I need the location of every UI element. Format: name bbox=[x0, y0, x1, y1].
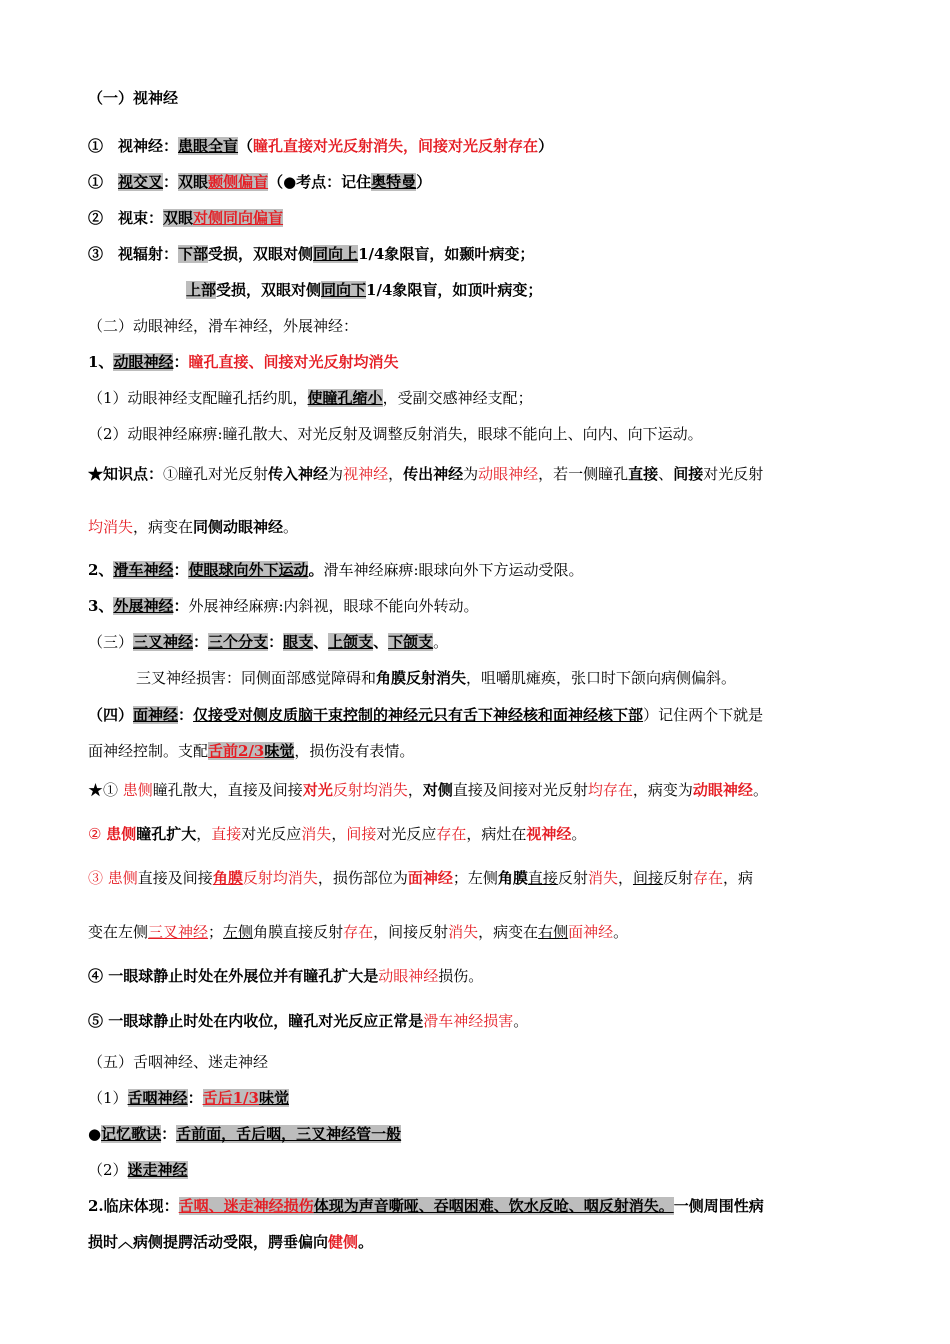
line-abducens bbox=[88, 596, 479, 616]
text: （●考点：记住 bbox=[268, 173, 372, 191]
text: 左侧 bbox=[223, 923, 254, 941]
line-vagus bbox=[88, 1160, 188, 1180]
text: ） bbox=[416, 173, 432, 191]
text: 反射 bbox=[662, 869, 693, 887]
text: （2） bbox=[88, 1161, 128, 1179]
text: 。 bbox=[358, 1233, 374, 1251]
highlight-text: 患眼全盲 bbox=[178, 137, 239, 155]
text: ： bbox=[163, 173, 179, 191]
text: 2、 bbox=[88, 561, 114, 579]
text: 瞳孔扩大 bbox=[136, 825, 197, 843]
highlight-text: 眼支 bbox=[283, 633, 314, 651]
red-text: 存在 bbox=[436, 825, 467, 843]
text: 仅接受对侧皮质脑干束控制的神经元只有舌下神经核和面神经核下部 bbox=[193, 706, 644, 724]
highlight-text: 上颌支 bbox=[328, 633, 374, 651]
red-text: 均存在 bbox=[587, 781, 633, 799]
red-text: ③ bbox=[88, 869, 108, 887]
text: 。 bbox=[571, 825, 587, 843]
red-text: 视神经 bbox=[343, 465, 389, 483]
text: ② 视束： bbox=[88, 209, 164, 227]
line-oculomotor-2 bbox=[88, 424, 703, 444]
text: （三） bbox=[88, 633, 134, 651]
highlight-text: 外展神经 bbox=[113, 597, 174, 615]
line-clinical bbox=[88, 1196, 764, 1216]
text: ● bbox=[88, 1125, 102, 1143]
text: 间接 bbox=[632, 869, 663, 887]
text: 传入神经 bbox=[268, 465, 329, 483]
text: 角膜直接反射 bbox=[253, 923, 344, 941]
text: （ bbox=[238, 137, 254, 155]
red-text: 间接 bbox=[346, 825, 377, 843]
red-text: 三叉神经 bbox=[148, 923, 209, 941]
text: ⑤ 一眼球静止时处在内收位，瞳孔对光反应正常是 bbox=[88, 1012, 424, 1030]
highlight-text: 记忆歌诀 bbox=[101, 1125, 162, 1143]
text: ① bbox=[88, 173, 119, 191]
red-text: 动眼神经 bbox=[378, 967, 439, 985]
highlight-text: 视交叉 bbox=[118, 173, 164, 191]
line-clinical-cont bbox=[88, 1232, 373, 1252]
line-trigeminal bbox=[88, 632, 448, 652]
highlight-text: 奥特曼 bbox=[371, 173, 417, 191]
highlight-text: 同向下 bbox=[321, 281, 367, 299]
red-text: 面神经 bbox=[568, 923, 614, 941]
highlight-text: 味觉 bbox=[264, 742, 295, 760]
red-text: 消失 bbox=[301, 825, 332, 843]
text: 病侧提腭活动受限，腭垂偏向 bbox=[133, 1233, 329, 1251]
text: 直接及间接对光反射 bbox=[452, 781, 588, 799]
highlight-text: 使瞳孔缩小 bbox=[307, 389, 383, 407]
highlight-text: 上部 bbox=[186, 281, 217, 299]
section-2-heading bbox=[88, 316, 358, 336]
text: ， bbox=[331, 825, 347, 843]
text: 角膜反射消失 bbox=[376, 669, 467, 687]
red-text: 消失 bbox=[448, 923, 479, 941]
highlight-text: 双眼 bbox=[163, 209, 194, 227]
text: ，间接反射 bbox=[373, 923, 449, 941]
line-facial-cont bbox=[88, 741, 414, 761]
red-text: 均消失 bbox=[88, 518, 134, 536]
text: （1） bbox=[88, 1089, 128, 1107]
text: 对侧 bbox=[422, 781, 453, 799]
text: （1）动眼神经支配瞳孔括约肌， bbox=[88, 389, 308, 407]
text: （一）视神经 bbox=[88, 89, 179, 107]
text: 1、 bbox=[88, 353, 114, 371]
line-trigeminal-damage bbox=[136, 668, 736, 688]
line-point-2 bbox=[88, 824, 586, 844]
text: ，受副交感神经支配； bbox=[382, 389, 533, 407]
text: 1/4象限盲，如颞叶病变； bbox=[358, 245, 535, 263]
text: ： bbox=[173, 597, 189, 615]
highlight-text: 同向上 bbox=[313, 245, 359, 263]
red-text: 存在 bbox=[693, 869, 724, 887]
text: 对光反射 bbox=[703, 465, 764, 483]
line-point-3 bbox=[88, 868, 753, 888]
text: ： bbox=[173, 353, 189, 371]
red-text: 消失 bbox=[587, 869, 618, 887]
line-optic-nerve bbox=[88, 136, 553, 156]
text: ，病变在 bbox=[478, 923, 539, 941]
text: 三叉神经损害：同侧面部感觉障碍和 bbox=[136, 669, 377, 687]
red-highlight-text: 舌咽、迷走神经损伤 bbox=[178, 1197, 314, 1215]
text: ） bbox=[538, 137, 554, 155]
text: 2.临床体现： bbox=[88, 1197, 179, 1215]
highlight-text: 三叉神经 bbox=[133, 633, 194, 651]
highlight-text: 舌前面，舌后咽，三叉神经管一般 bbox=[176, 1125, 402, 1143]
text: 反射 bbox=[557, 869, 588, 887]
text: 。 bbox=[283, 518, 299, 536]
line-optic-tract bbox=[88, 208, 283, 228]
text: ，若一侧瞳孔 bbox=[538, 465, 629, 483]
red-text: 面神经 bbox=[407, 869, 453, 887]
text: 。 bbox=[308, 561, 324, 579]
red-highlight-text: 舌后1/3 bbox=[202, 1089, 259, 1107]
highlight-text: 体现为声音嘶哑、吞咽困难、饮水反呛、咽反射消失。 bbox=[313, 1197, 674, 1215]
section-1-heading bbox=[88, 88, 178, 108]
text: 瞳孔散大，直接及间接 bbox=[152, 781, 303, 799]
highlight-text: 味觉 bbox=[258, 1089, 289, 1107]
text: 受损，双眼对侧 bbox=[216, 281, 322, 299]
highlight-text: 动眼神经 bbox=[113, 353, 174, 371]
red-text: 角膜 bbox=[212, 869, 243, 887]
red-text: 患侧 bbox=[107, 869, 138, 887]
red-highlight-text: 颞侧偏盲 bbox=[208, 173, 269, 191]
red-text: 直接 bbox=[211, 825, 242, 843]
text: 直接及间接 bbox=[137, 869, 213, 887]
highlight-text: 滑车神经 bbox=[113, 561, 174, 579]
highlight-text: 面神经 bbox=[133, 706, 179, 724]
line-point-4 bbox=[88, 966, 483, 986]
line-facial bbox=[88, 705, 763, 725]
text: 同侧动眼神经 bbox=[193, 518, 284, 536]
text: 滑车神经麻痹:眼球向外下方运动受限。 bbox=[323, 561, 584, 579]
text: 受损，双眼对侧 bbox=[208, 245, 314, 263]
text: （四） bbox=[88, 706, 134, 724]
line-point-3-cont bbox=[88, 922, 628, 942]
text: 对光反应 bbox=[376, 825, 437, 843]
text: 一侧周围性病 bbox=[673, 1197, 764, 1215]
red-text: 患侧 bbox=[106, 825, 137, 843]
text: 间接 bbox=[673, 465, 704, 483]
text: 损伤。 bbox=[438, 967, 484, 985]
text: 变在左侧 bbox=[88, 923, 149, 941]
text: ，损伤没有表情。 bbox=[294, 742, 415, 760]
text: ： bbox=[178, 706, 194, 724]
red-text: ② bbox=[88, 825, 107, 843]
highlight-text: 下部 bbox=[178, 245, 209, 263]
text: ， bbox=[388, 465, 404, 483]
text: 角膜 bbox=[497, 869, 528, 887]
text: ， bbox=[407, 781, 423, 799]
text: 传出神经 bbox=[403, 465, 464, 483]
text: ： bbox=[193, 633, 209, 651]
red-text: 对光 bbox=[302, 781, 333, 799]
line-knowledge-point-cont bbox=[88, 517, 298, 537]
text: ： bbox=[161, 1125, 177, 1143]
text: ①瞳孔对光反射 bbox=[163, 465, 269, 483]
text: ③ 视辐射： bbox=[88, 245, 179, 263]
line-optic-radiation-upper bbox=[186, 280, 542, 300]
red-text: 瞳孔直接、间接对光反射均消失 bbox=[188, 353, 399, 371]
text: 。 bbox=[752, 781, 768, 799]
text: ，病变在 bbox=[133, 518, 194, 536]
line-point-5 bbox=[88, 1011, 528, 1031]
section-5-heading bbox=[88, 1052, 268, 1072]
text: ④ 一眼球静止时处在外展位并有瞳孔扩大是 bbox=[88, 967, 379, 985]
red-highlight-text: 舌前2/3 bbox=[208, 742, 265, 760]
highlight-text: 双眼 bbox=[178, 173, 209, 191]
red-text: 动眼神经 bbox=[478, 465, 539, 483]
text: 右侧 bbox=[538, 923, 569, 941]
line-point-1 bbox=[88, 780, 768, 800]
line-knowledge-point bbox=[88, 464, 763, 484]
text: （五）舌咽神经、迷走神经 bbox=[88, 1053, 269, 1071]
text: 、 bbox=[313, 633, 329, 651]
text: 3、 bbox=[88, 597, 114, 615]
text: 为 bbox=[328, 465, 344, 483]
text: ： bbox=[187, 1089, 203, 1107]
text: ： bbox=[173, 561, 189, 579]
text: 损时 bbox=[88, 1233, 119, 1251]
text: ① 视神经： bbox=[88, 137, 179, 155]
text: 对光反应 bbox=[241, 825, 302, 843]
highlight-text: 舌咽神经 bbox=[127, 1089, 188, 1107]
red-text: 健侧 bbox=[328, 1233, 359, 1251]
text: ： bbox=[268, 633, 284, 651]
red-text: 动眼神经 bbox=[692, 781, 753, 799]
text: ，病 bbox=[723, 869, 754, 887]
text: 直接 bbox=[527, 869, 558, 887]
text: ， bbox=[617, 869, 633, 887]
text: 。 bbox=[513, 1012, 529, 1030]
text: ）记住两个下就是 bbox=[643, 706, 764, 724]
text: 、 bbox=[658, 465, 674, 483]
text: （二）动眼神经，滑车神经，外展神经： bbox=[88, 317, 359, 335]
line-glossopharyngeal bbox=[88, 1088, 289, 1108]
text: 外展神经麻痹:内斜视，眼球不能向外转动。 bbox=[188, 597, 479, 615]
text: 直接 bbox=[628, 465, 659, 483]
red-text: 视神经 bbox=[526, 825, 572, 843]
red-text: 患侧 bbox=[122, 781, 153, 799]
text: ；左侧 bbox=[452, 869, 498, 887]
text: ，咀嚼肌瘫痪，张口时下颌向病侧偏斜。 bbox=[466, 669, 737, 687]
highlight-text: 迷走神经 bbox=[127, 1161, 188, 1179]
line-optic-chiasm bbox=[88, 172, 431, 192]
text: ， bbox=[196, 825, 212, 843]
line-mnemonic bbox=[88, 1124, 401, 1144]
text: 1/4象限盲，如顶叶病变； bbox=[366, 281, 543, 299]
red-text: 存在 bbox=[343, 923, 374, 941]
red-text: 瞳孔直接对光反射消失，间接对光反射存在 bbox=[253, 137, 539, 155]
line-oculomotor-1 bbox=[88, 388, 533, 408]
text: ︿ bbox=[118, 1233, 134, 1251]
text: （2）动眼神经麻痹:瞳孔散大、对光反射及调整反射消失，眼球不能向上、向内、向下运动。 bbox=[88, 425, 703, 443]
text: 。 bbox=[613, 923, 629, 941]
highlight-text: 使眼球向外下运动 bbox=[188, 561, 309, 579]
text: 面神经控制。支配 bbox=[88, 742, 209, 760]
line-trochlear bbox=[88, 560, 584, 580]
text: ； bbox=[208, 923, 224, 941]
red-highlight-text: 对侧同向偏盲 bbox=[193, 209, 284, 227]
red-text: 反射均消失 bbox=[332, 781, 408, 799]
text: ，病变为 bbox=[632, 781, 693, 799]
text: 为 bbox=[463, 465, 479, 483]
line-optic-radiation bbox=[88, 244, 534, 264]
highlight-text: 三个分支 bbox=[208, 633, 269, 651]
text: ★① bbox=[88, 781, 123, 799]
red-text: 反射均消失 bbox=[242, 869, 318, 887]
text: ，损伤部位为 bbox=[317, 869, 408, 887]
text: ★知识点： bbox=[88, 465, 164, 483]
text: 。 bbox=[433, 633, 449, 651]
highlight-text: 下颌支 bbox=[388, 633, 434, 651]
text: ，病灶在 bbox=[466, 825, 527, 843]
text: 、 bbox=[373, 633, 389, 651]
red-text: 滑车神经损害 bbox=[423, 1012, 514, 1030]
line-oculomotor bbox=[88, 352, 398, 372]
